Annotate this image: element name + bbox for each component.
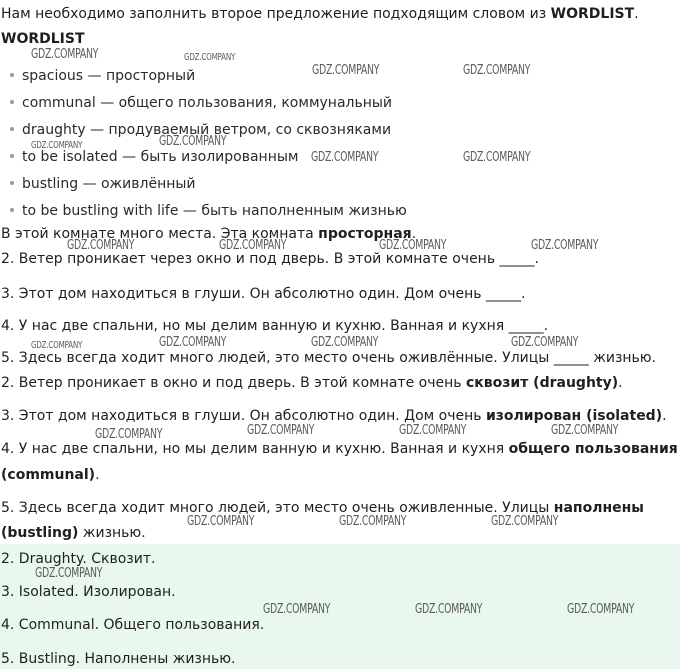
- filled-sentence-4: 4. У нас две спальни, но мы делим ванную и кухню. Ванная и кухня общего пользования: [1, 441, 678, 457]
- wordlist-item: draughty — продуваемый ветром, со сквозняками: [10, 121, 391, 139]
- watermark: GDZ.COMPANY: [463, 150, 531, 165]
- watermark: GDZ.COMPANY: [159, 134, 227, 149]
- answer-2: 2. Draughty. Сквозит.: [1, 551, 156, 567]
- watermark: GDZ.COMPANY: [312, 63, 380, 78]
- watermark: GDZ.COMPANY: [415, 602, 483, 617]
- filled-sentence-2: 2. Ветер проникает в окно и под дверь. В этой комнате очень сквозит (draughty).: [1, 375, 623, 391]
- answer-4: 4. Communal. Общего пользования.: [1, 617, 265, 633]
- filled-sentence-5: 5. Здесь всегда ходит много людей, это место очень оживленные. Улицы наполнены: [1, 500, 644, 516]
- bullet-icon: [10, 100, 14, 104]
- watermark: GDZ.COMPANY: [311, 150, 379, 165]
- watermark: GDZ.COMPANY: [567, 602, 635, 617]
- wordlist-item: to be isolated — быть изолированным: [10, 148, 298, 166]
- watermark: GDZ.COMPANY: [379, 238, 447, 253]
- answer-5: 5. Bustling. Наполнены жизнью.: [1, 651, 236, 667]
- example-sentence: В этой комнате много места. Эта комната просторная.: [1, 226, 417, 242]
- wordlist-item: bustling — оживлённый: [10, 175, 196, 193]
- question-3: 3. Этот дом находиться в глуши. Он абсолютно один. Дом очень _____.: [1, 286, 526, 302]
- filled-sentence-5-cont: (bustling) жизнью.: [1, 525, 146, 541]
- bullet-icon: [10, 154, 14, 158]
- watermark: GDZ.COMPANY: [184, 52, 236, 63]
- bullet-icon: [10, 127, 14, 131]
- bullet-icon: [10, 73, 14, 77]
- watermark: GDZ.COMPANY: [511, 335, 579, 350]
- watermark: GDZ.COMPANY: [263, 602, 331, 617]
- watermark: GDZ.COMPANY: [311, 335, 379, 350]
- wordlist-title: WORDLIST: [1, 31, 85, 47]
- question-4: 4. У нас две спальни, но мы делим ванную и кухню. Ванная и кухня _____.: [1, 318, 549, 334]
- bullet-icon: [10, 208, 14, 212]
- watermark: GDZ.COMPANY: [219, 238, 287, 253]
- task-instruction: Нам необходимо заполнить второе предложение подходящим словом из WORDLIST.: [1, 6, 639, 22]
- question-2: 2. Ветер проникает через окно и под дверь. В этой комнате очень _____.: [1, 251, 539, 267]
- watermark: GDZ.COMPANY: [399, 423, 467, 438]
- watermark: GDZ.COMPANY: [31, 47, 99, 62]
- watermark: GDZ.COMPANY: [463, 63, 531, 78]
- filled-sentence-3: 3. Этот дом находиться в глуши. Он абсолютно один. Дом очень изолирован (isolated).: [1, 408, 667, 424]
- watermark: GDZ.COMPANY: [67, 238, 135, 253]
- question-5: 5. Здесь всегда ходит много людей, это место очень оживлённые. Улицы _____ жизнью.: [1, 350, 657, 366]
- answer-3: 3. Isolated. Изолирован.: [1, 584, 176, 600]
- watermark: GDZ.COMPANY: [491, 514, 559, 529]
- watermark: GDZ.COMPANY: [339, 514, 407, 529]
- wordlist-item: to be bustling with life — быть наполненным жизнью: [10, 202, 407, 220]
- watermark: GDZ.COMPANY: [187, 514, 255, 529]
- wordlist-item: spacious — просторный: [10, 67, 195, 85]
- filled-sentence-4-cont: (communal).: [1, 467, 100, 483]
- bullet-icon: [10, 181, 14, 185]
- watermark: GDZ.COMPANY: [95, 427, 163, 442]
- watermark: GDZ.COMPANY: [531, 238, 599, 253]
- watermark: GDZ.COMPANY: [31, 340, 83, 351]
- watermark: GDZ.COMPANY: [31, 140, 83, 151]
- wordlist-item: communal — общего пользования, коммунальный: [10, 94, 392, 112]
- watermark: GDZ.COMPANY: [551, 423, 619, 438]
- watermark: GDZ.COMPANY: [159, 335, 227, 350]
- watermark: GDZ.COMPANY: [247, 423, 315, 438]
- watermark: GDZ.COMPANY: [35, 566, 103, 581]
